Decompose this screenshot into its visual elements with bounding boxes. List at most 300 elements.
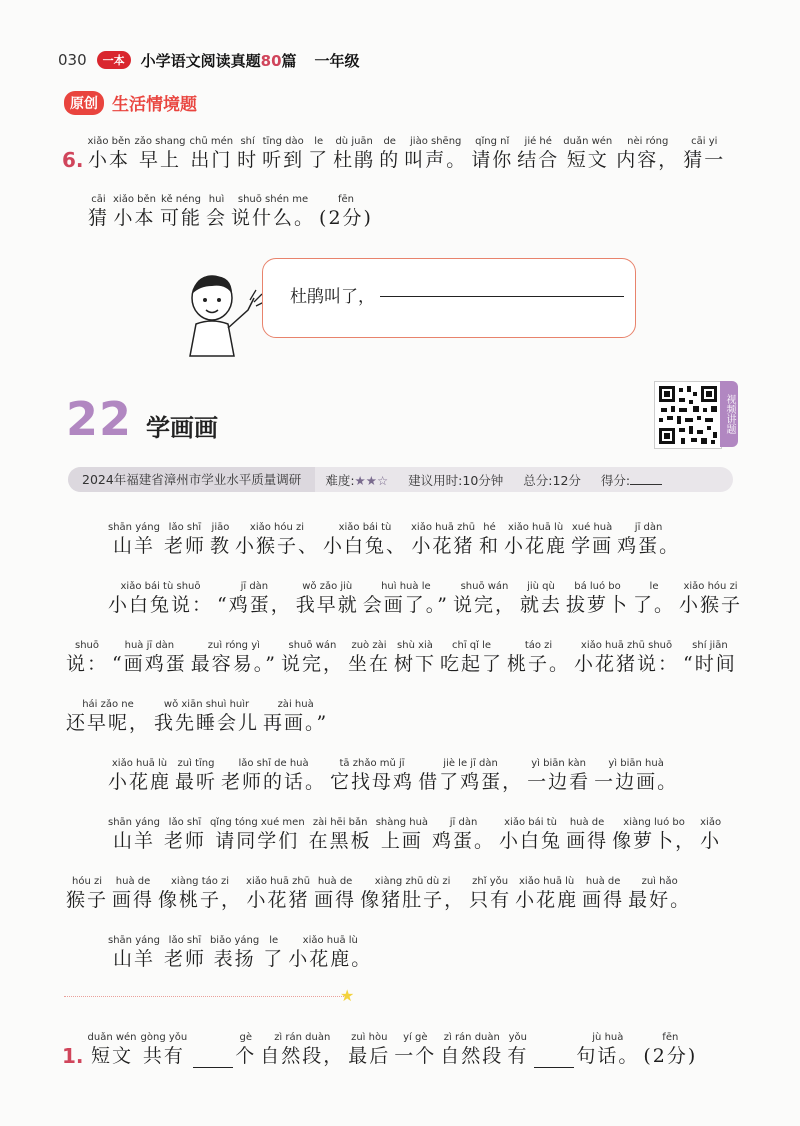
ruby-word <box>108 522 160 558</box>
ruby-word <box>616 136 679 172</box>
pinyin: cāi <box>91 194 106 205</box>
hanzi: 出门 <box>190 149 233 171</box>
hanzi: 最听 <box>175 771 218 793</box>
pinyin: zhǐ yǒu <box>472 876 509 887</box>
ruby-word <box>210 817 305 853</box>
book-title-accent: 80 <box>260 51 282 70</box>
brand-logo: 一本 <box>97 51 131 69</box>
hanzi: 还早呢， <box>66 712 151 734</box>
hanzi: 短文 <box>91 1045 134 1067</box>
exam-source: 2024年福建省漳州市学业水平质量调研 <box>68 467 315 492</box>
hanzi: 早上 <box>139 149 182 171</box>
ruby-word <box>574 640 679 676</box>
hanzi: 小白兔说： <box>108 594 214 616</box>
hanzi: 句话。 <box>576 1045 640 1067</box>
ruby-word <box>440 1032 503 1068</box>
hanzi: 山羊 <box>112 948 155 970</box>
hanzi: 坐在 <box>347 653 390 675</box>
ruby-word <box>112 876 154 912</box>
score-label: 得分: <box>600 472 631 488</box>
pinyin: huà jī dàn <box>124 640 175 651</box>
pinyin: tā zhǎo mǔ jī <box>339 758 405 769</box>
pinyin: wǒ xiān shuì huìr <box>163 699 250 710</box>
ruby-word <box>314 876 356 912</box>
hanzi: 山羊 <box>112 535 155 557</box>
pinyin: fēn <box>662 1032 679 1043</box>
ruby-word <box>333 136 375 172</box>
pinyin: lǎo shī <box>168 935 202 946</box>
hanzi: 可能 <box>159 207 202 229</box>
hanzi: 小花鹿 <box>515 889 579 911</box>
ruby-word <box>404 136 467 172</box>
pinyin: nèi róng <box>627 136 669 147</box>
answer-blank[interactable] <box>193 1047 233 1068</box>
hanzi: 最好。 <box>628 889 692 911</box>
hanzi: 小白兔 <box>499 830 563 852</box>
ruby-word <box>683 640 737 676</box>
ruby-word <box>683 136 725 172</box>
hanzi: 和 <box>479 535 501 557</box>
section-divider <box>64 996 344 997</box>
suggested-time: 建议用时:10分钟 <box>408 472 504 488</box>
pinyin: shān yáng <box>108 817 160 828</box>
hanzi: 小花猪 <box>411 535 475 557</box>
ruby-word <box>296 581 359 617</box>
ruby-word <box>309 817 372 853</box>
pinyin: gè <box>239 1032 252 1043</box>
pinyin: yì biān huà <box>608 758 664 769</box>
ruby-word <box>262 136 304 172</box>
pinyin: chū mén <box>189 136 234 147</box>
hanzi: 拔萝卜 <box>566 594 630 616</box>
hanzi: 像猪肚子， <box>360 889 466 911</box>
pinyin: le <box>649 581 659 592</box>
hanzi: 表扬 <box>213 948 256 970</box>
pinyin: xiǎo huā lù <box>111 758 168 769</box>
ruby-word <box>576 1032 639 1068</box>
ruby-word <box>517 136 559 172</box>
hanzi: 听到 <box>262 149 305 171</box>
ruby-word <box>515 876 578 912</box>
ruby-word <box>376 817 428 853</box>
pinyin: shí <box>240 136 255 147</box>
ruby-word <box>363 581 449 617</box>
hanzi: 自然段， <box>260 1045 345 1067</box>
hanzi: 杜鹃 <box>333 149 376 171</box>
hanzi: 小本 <box>113 207 156 229</box>
hanzi: 我先睡会儿 <box>154 712 260 734</box>
pinyin: zǎo shang <box>134 136 186 147</box>
hanzi: 老师 <box>163 830 206 852</box>
pinyin: xiǎo huā lù <box>302 935 358 946</box>
hanzi: 说完， <box>452 594 516 616</box>
pinyin: zuì hòu <box>351 1032 388 1043</box>
pinyin: huà de <box>317 876 353 887</box>
hanzi: 鸡蛋。 <box>432 830 496 852</box>
hanzi: 说什么。 <box>231 207 316 229</box>
hanzi: 最后 <box>348 1045 391 1067</box>
hanzi: 猴子 <box>66 889 109 911</box>
ruby-word <box>160 194 202 230</box>
hanzi: “画鸡蛋 <box>112 653 187 675</box>
answer-line[interactable] <box>380 296 624 297</box>
question-number: 6. <box>62 148 84 172</box>
passage-line <box>108 522 684 558</box>
hanzi: 自然段 <box>440 1045 504 1067</box>
pinyin: zuì róng yì <box>207 640 260 651</box>
ruby-word <box>164 935 206 971</box>
ruby-word <box>108 817 160 853</box>
ruby-word <box>235 1032 256 1068</box>
pinyin: le <box>269 935 279 946</box>
pinyin: kě néng <box>161 194 201 205</box>
pinyin: xiǎo běn <box>113 194 156 205</box>
passage-line <box>108 817 725 853</box>
hanzi: 借了鸡蛋， <box>418 771 524 793</box>
ruby-word <box>469 876 511 912</box>
book-title <box>141 50 297 71</box>
qr-code-icon[interactable] <box>654 381 722 449</box>
hanzi: 在黑板 <box>308 830 372 852</box>
hanzi: 小花鹿。 <box>288 948 373 970</box>
score-blank[interactable] <box>630 472 662 485</box>
pinyin: wǒ zǎo jiù <box>302 581 353 592</box>
pinyin: jiāo <box>211 522 230 533</box>
pinyin: duǎn wén <box>87 1032 137 1043</box>
pinyin: shān yáng <box>108 522 160 533</box>
ruby-word <box>191 640 277 676</box>
pinyin: zì rán duàn <box>443 1032 500 1043</box>
ruby-word <box>633 581 675 617</box>
hanzi: 叫声。 <box>404 149 468 171</box>
hanzi: 画得 <box>112 889 155 911</box>
ruby-word <box>700 817 721 853</box>
ruby-word <box>210 935 259 971</box>
hanzi: 我早就 <box>295 594 359 616</box>
question-6-line-1 <box>62 136 729 172</box>
video-explain-tab[interactable]: 视频讲题 <box>720 381 738 447</box>
ruby-word <box>88 194 109 230</box>
ruby-word <box>418 758 523 794</box>
passage-line <box>66 640 741 676</box>
score-field[interactable] <box>591 471 672 489</box>
pinyin: xiàng luó bo <box>623 817 685 828</box>
ruby-word <box>246 876 310 912</box>
hanzi: 桃子。 <box>507 653 571 675</box>
bubble-text: 杜鹃叫了， <box>290 287 375 307</box>
passage-line <box>108 935 376 971</box>
ruby-word <box>594 758 678 794</box>
pinyin: jiào shēng <box>410 136 462 147</box>
ruby-word <box>108 935 160 971</box>
page-number: 030 <box>58 51 87 69</box>
ruby-word <box>88 1032 137 1068</box>
hanzi: 短文 <box>566 149 609 171</box>
grade-label: 一年级 <box>314 51 360 70</box>
pinyin: jiè le jī dàn <box>443 758 498 769</box>
hanzi: 画得 <box>582 889 625 911</box>
star-icon: ★ <box>340 986 355 1005</box>
hanzi: 小花猪说： <box>574 653 680 675</box>
hanzi: (2分) <box>643 1045 698 1067</box>
hanzi: 山羊 <box>112 830 155 852</box>
hanzi: 像桃子， <box>158 889 243 911</box>
pinyin: biǎo yáng <box>209 935 260 946</box>
ruby-word <box>206 194 227 230</box>
ruby-word <box>330 758 414 794</box>
ruby-word <box>432 817 495 853</box>
ruby-word <box>164 522 206 558</box>
pinyin: hóu zi <box>72 876 102 887</box>
book-title-prefix: 小学语文阅读真题 <box>140 51 261 70</box>
hanzi: 个 <box>235 1045 257 1067</box>
hanzi: (2分) <box>319 207 373 229</box>
pinyin: huì huà le <box>381 581 431 592</box>
ruby-word <box>235 522 319 558</box>
hanzi: 了 <box>263 948 285 970</box>
ruby-word <box>221 758 326 794</box>
passage-line <box>66 876 695 912</box>
hanzi: 会画了。” <box>362 594 449 616</box>
pinyin: zuì tīng <box>177 758 215 769</box>
boy-illustration-icon <box>182 268 268 358</box>
pinyin: xiǎo běn <box>87 136 131 147</box>
ruby-word <box>643 1032 697 1068</box>
hanzi: 小猴子 <box>679 594 743 616</box>
pinyin: xiǎo huā zhū shuō <box>580 640 673 651</box>
pinyin: huà de <box>569 817 605 828</box>
hanzi: 一边画。 <box>594 771 679 793</box>
hanzi: 鸡蛋。 <box>617 535 681 557</box>
pinyin: jiù qù <box>527 581 555 592</box>
ruby-word <box>210 522 231 558</box>
hanzi: 树下 <box>393 653 436 675</box>
ruby-word <box>527 758 590 794</box>
ruby-word <box>260 1032 344 1068</box>
ruby-word <box>263 699 328 735</box>
hanzi: 小白兔、 <box>322 535 407 557</box>
pinyin: shuō wán <box>288 640 337 651</box>
pinyin: le <box>314 136 324 147</box>
pinyin: xiǎo huā lù <box>507 522 564 533</box>
ruby-word <box>563 136 612 172</box>
pinyin: chī qǐ le <box>451 640 492 651</box>
ruby-word <box>504 522 567 558</box>
ruby-word <box>175 758 217 794</box>
ruby-word <box>566 817 608 853</box>
ruby-word <box>263 935 284 971</box>
pinyin: xiàng táo zi <box>171 876 230 887</box>
pinyin: jī dàn <box>634 522 663 533</box>
pinyin: xiǎo <box>700 817 722 828</box>
pinyin: xiàng zhū dù zi <box>374 876 451 887</box>
ruby-word <box>66 876 108 912</box>
pinyin: shān yáng <box>108 935 160 946</box>
original-section-header <box>64 90 197 115</box>
hanzi: 再画。” <box>263 712 329 734</box>
pinyin: yǒu <box>508 1032 527 1043</box>
ruby-word <box>566 581 629 617</box>
question-number: 1. <box>62 1044 84 1068</box>
ruby-word <box>471 136 513 172</box>
original-section-title: 生活情境题 <box>112 95 197 115</box>
ruby-word <box>288 935 372 971</box>
hanzi: 说完， <box>280 653 344 675</box>
hanzi: 老师的话。 <box>221 771 327 793</box>
ruby-word <box>112 640 187 676</box>
ruby-word <box>348 640 390 676</box>
pinyin: qǐng nǐ <box>475 136 510 147</box>
pinyin: shí jiān <box>692 640 728 651</box>
pinyin: huà de <box>115 876 151 887</box>
hanzi: 像萝卜， <box>612 830 697 852</box>
hanzi: 的 <box>379 149 401 171</box>
hanzi: 最容易。” <box>190 653 277 675</box>
ruby-word <box>348 1032 390 1068</box>
lesson-info-bar <box>68 467 733 492</box>
hanzi: “鸡蛋， <box>217 594 292 616</box>
hanzi: 只有 <box>469 889 512 911</box>
hanzi: 会 <box>206 207 228 229</box>
pinyin: zài huà <box>277 699 314 710</box>
hanzi: 小猴子、 <box>234 535 319 557</box>
ruby-word <box>628 876 691 912</box>
ruby-word <box>141 1032 188 1068</box>
hanzi: 时 <box>237 149 259 171</box>
ruby-word <box>507 640 570 676</box>
hanzi: 画得 <box>566 830 609 852</box>
pinyin: xiǎo huā zhū <box>246 876 311 887</box>
pinyin: xiǎo bái tù <box>338 522 392 533</box>
hanzi: 吃起了 <box>440 653 504 675</box>
pinyin: zài hēi bǎn <box>312 817 368 828</box>
passage-line <box>66 699 332 735</box>
hanzi: 小花鹿 <box>108 771 172 793</box>
hanzi: 学画 <box>571 535 614 557</box>
hanzi: 说： <box>66 653 109 675</box>
ruby-word <box>582 876 624 912</box>
question-1-line <box>62 1032 701 1068</box>
pinyin: huì <box>208 194 225 205</box>
total-score: 总分:12分 <box>523 472 581 488</box>
ruby-word <box>479 522 500 558</box>
hanzi: 猜 <box>88 207 110 229</box>
book-title-suffix: 篇 <box>281 51 297 70</box>
pinyin: shuō shén me <box>237 194 309 205</box>
difficulty-stars: ★★☆ <box>354 472 389 488</box>
page-header <box>58 48 360 72</box>
ruby-word <box>158 876 242 912</box>
ruby-word <box>113 194 156 230</box>
hanzi: 结合 <box>517 149 560 171</box>
pinyin: cāi yi <box>691 136 718 147</box>
lesson-number: 22 <box>66 392 133 446</box>
pinyin: duǎn wén <box>563 136 613 147</box>
hanzi: 教 <box>209 535 231 557</box>
lesson-title: 学画画 <box>146 414 218 442</box>
difficulty <box>315 471 398 489</box>
hanzi: 小 <box>700 830 722 852</box>
hanzi: 了。 <box>633 594 676 616</box>
ruby-word <box>134 136 185 172</box>
hanzi: 请你 <box>471 149 514 171</box>
pinyin: dù juān <box>335 136 373 147</box>
ruby-word <box>231 194 315 230</box>
ruby-word <box>237 136 258 172</box>
passage-line <box>108 758 682 794</box>
hanzi: 小本 <box>87 149 130 171</box>
original-badge: 原创 <box>64 91 104 115</box>
pinyin: zuì hǎo <box>641 876 678 887</box>
ruby-word <box>379 136 400 172</box>
pinyin: shù xià <box>397 640 433 651</box>
pinyin: shuō wán <box>460 581 509 592</box>
ruby-word <box>217 581 292 617</box>
pinyin: xiǎo bái tù shuō <box>120 581 201 592</box>
pinyin: yì biān kàn <box>531 758 586 769</box>
ruby-word <box>281 640 344 676</box>
ruby-word <box>612 817 696 853</box>
pinyin: jié hé <box>524 136 552 147</box>
ruby-word <box>164 817 206 853</box>
hanzi: 老师 <box>163 535 206 557</box>
ruby-word <box>323 522 407 558</box>
ruby-word <box>108 581 213 617</box>
pinyin: jī dàn <box>449 817 478 828</box>
pinyin: xiǎo hóu zi <box>249 522 305 533</box>
passage-line <box>108 581 746 617</box>
ruby-word <box>308 136 329 172</box>
pinyin: bá luó bo <box>574 581 621 592</box>
hanzi: 老师 <box>163 948 206 970</box>
ruby-word <box>360 876 465 912</box>
hanzi: 小花鹿 <box>504 535 568 557</box>
ruby-word <box>411 522 475 558</box>
hanzi: 就去 <box>519 594 562 616</box>
pinyin: táo zi <box>524 640 553 651</box>
answer-blank[interactable] <box>534 1047 574 1068</box>
hanzi: 了 <box>308 149 330 171</box>
hanzi: 一边看 <box>527 771 591 793</box>
pinyin: xué huà <box>571 522 613 533</box>
ruby-word <box>190 136 234 172</box>
hanzi: 它找母鸡 <box>330 771 415 793</box>
pinyin: zuò zài <box>351 640 387 651</box>
pinyin: gòng yǒu <box>140 1032 188 1043</box>
pinyin: huà de <box>585 876 621 887</box>
ruby-word <box>394 1032 436 1068</box>
ruby-word <box>499 817 562 853</box>
pinyin: tīng dào <box>262 136 304 147</box>
pinyin: shuō <box>75 640 100 651</box>
hanzi: 画得 <box>314 889 357 911</box>
pinyin: yí gè <box>403 1032 428 1043</box>
pinyin: jī dàn <box>240 581 269 592</box>
ruby-word <box>88 136 131 172</box>
pinyin: fēn <box>337 194 354 205</box>
hanzi: 有 <box>507 1045 529 1067</box>
ruby-word <box>319 194 373 230</box>
ruby-word <box>440 640 503 676</box>
hanzi: 共有 <box>142 1045 185 1067</box>
hanzi: 上画 <box>380 830 423 852</box>
pinyin: xiǎo huā zhū <box>411 522 476 533</box>
ruby-word <box>66 640 108 676</box>
ruby-word <box>679 581 742 617</box>
ruby-word <box>520 581 562 617</box>
hanzi: 小花猪 <box>246 889 310 911</box>
pinyin: jù huà <box>592 1032 624 1043</box>
